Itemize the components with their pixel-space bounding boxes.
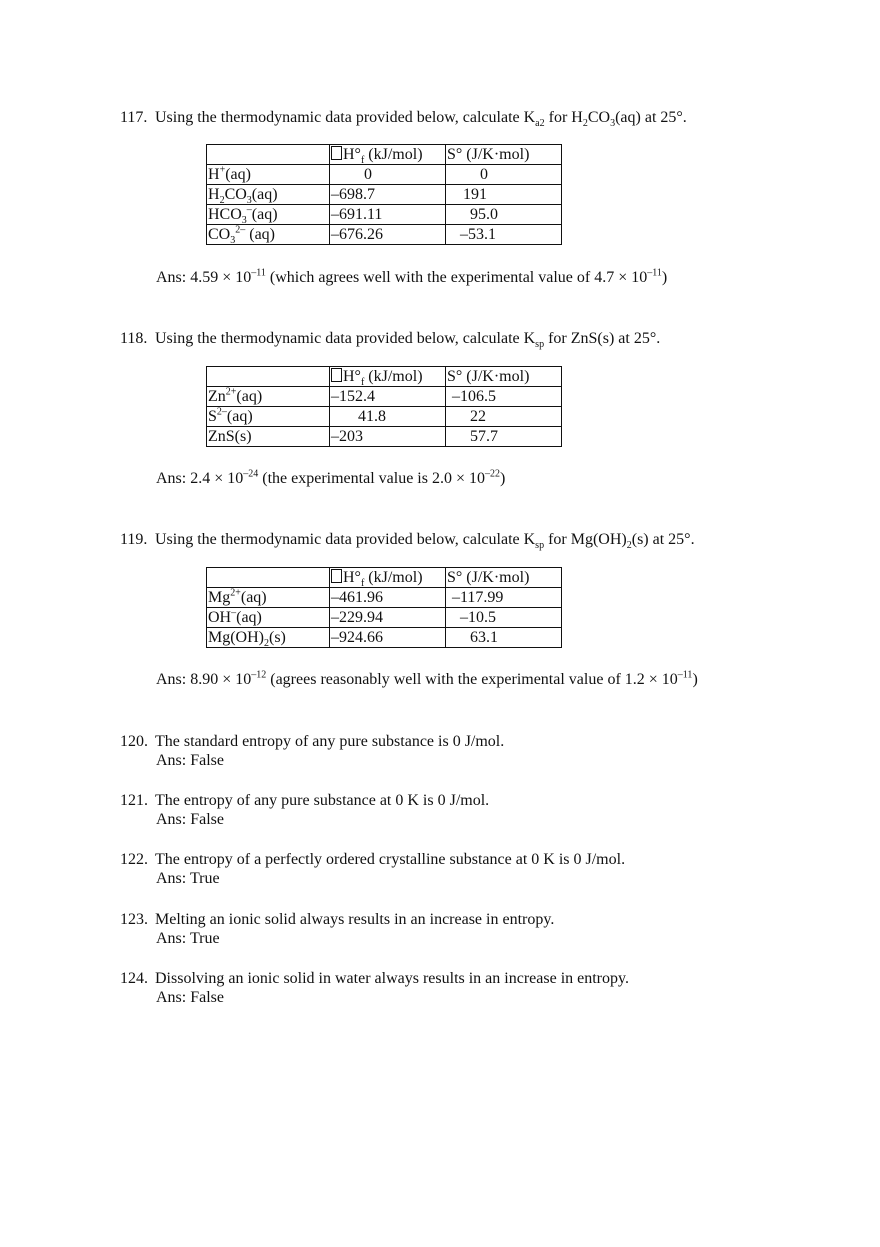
enthalpy-header: $H^\circ_f$ (kJ/mol) <box>330 568 446 588</box>
question-119: 119. Using the thermodynamic data provided below, calculate $K_{sp}$ for $Mg(OH)_2(s)$ at 25°. <box>120 531 695 552</box>
answer-117: Ans: $4.59 \times 10^{-11}$ (which agrees well with the experimental value of $4.7 \times 10^{-11}$) <box>156 267 668 286</box>
question-number: 122. <box>120 851 148 868</box>
entropy-cell: –53.1 <box>446 225 562 245</box>
enthalpy-cell: 0 <box>330 165 446 185</box>
table-row <box>207 628 562 648</box>
question-122: 122. The entropy of a perfectly ordered crystalline substance at 0 K is 0 J/mol. <box>120 851 626 868</box>
entropy-cell: 95.0 <box>446 205 562 225</box>
enthalpy-cell: –698.7 <box>330 185 446 205</box>
entropy-header: S° (J/K·mol) <box>446 145 562 165</box>
species-cell: $Mg^{2+}(aq)$ <box>207 588 330 608</box>
entropy-cell: 57.7 <box>446 427 562 447</box>
table-header-row <box>207 568 562 588</box>
entropy-cell: 0 <box>446 165 562 185</box>
answer-119: Ans: $8.90 \times 10^{-12}$ (agrees reasonably well with the experimental value of $1.2 \times 10^{-11}$) <box>156 669 698 688</box>
entropy-cell: –10.5 <box>446 608 562 628</box>
species-cell: OH–(aq) <box>207 608 330 628</box>
enthalpy-cell: –461.96 <box>330 588 446 608</box>
species-cell: ZnS(s) <box>207 427 330 447</box>
answer-123: Ans: True <box>156 930 220 947</box>
species-cell: $CO_3^{2-}$ (aq) <box>207 225 330 245</box>
enthalpy-cell: –203 <box>330 427 446 447</box>
question-number: 124. <box>120 970 148 987</box>
entropy-cell: 191 <box>446 185 562 205</box>
entropy-header: S° (J/K·mol) <box>446 568 562 588</box>
entropy-header: S° (J/K·mol) <box>446 367 562 387</box>
table-row <box>207 608 562 628</box>
enthalpy-cell: –691.11 <box>330 205 446 225</box>
enthalpy-cell: –676.26 <box>330 225 446 245</box>
question-number: 118. <box>120 330 148 347</box>
answer-124: Ans: False <box>156 989 224 1006</box>
entropy-cell: –117.99 <box>446 588 562 608</box>
table-row <box>207 387 562 407</box>
table-row <box>207 185 562 205</box>
question-number: 117. <box>120 109 148 126</box>
species-cell: $Mg(OH)_2(s)$ <box>207 628 330 648</box>
question-124: 124. Dissolving an ionic solid in water always results in an increase in entropy. <box>120 970 629 987</box>
table-row <box>207 588 562 608</box>
table-row <box>207 165 562 185</box>
enthalpy-cell: –229.94 <box>330 608 446 628</box>
thermo-table-117 <box>206 144 562 245</box>
missing-glyph-icon <box>331 146 342 160</box>
question-number: 119. <box>120 531 148 548</box>
species-cell: $Zn^{2+}(aq)$ <box>207 387 330 407</box>
answer-120: Ans: False <box>156 752 224 769</box>
answer-118: Ans: $2.4 \times 10^{-24}$ (the experimental value is $2.0 \times 10^{-22}$) <box>156 468 506 487</box>
question-number: 120. <box>120 733 148 750</box>
species-cell: $H_2CO_3(aq)$ <box>207 185 330 205</box>
enthalpy-cell: –152.4 <box>330 387 446 407</box>
entropy-cell: 63.1 <box>446 628 562 648</box>
entropy-cell: 22 <box>446 407 562 427</box>
enthalpy-header: $H^\circ_f$ (kJ/mol) <box>330 367 446 387</box>
table-header-row <box>207 367 562 387</box>
table-row <box>207 427 562 447</box>
question-117: 117. Using the thermodynamic data provided below, calculate $K_{a2}$ for $H_2CO_3(aq)$ at 25°. <box>120 109 687 130</box>
enthalpy-cell: –924.66 <box>330 628 446 648</box>
answer-122: Ans: True <box>156 870 220 887</box>
question-121: 121. The entropy of any pure substance at 0 K is 0 J/mol. <box>120 792 490 809</box>
enthalpy-header: $H^\circ_f$ (kJ/mol) <box>330 145 446 165</box>
table-row <box>207 205 562 225</box>
entropy-cell: –106.5 <box>446 387 562 407</box>
thermo-table-118 <box>206 366 562 447</box>
species-cell: $HCO_3^-(aq)$ <box>207 205 330 225</box>
thermo-table-119 <box>206 567 562 648</box>
answer-121: Ans: False <box>156 811 224 828</box>
question-118: 118. Using the thermodynamic data provided below, calculate $K_{sp}$ for ZnS(s) at 25°. <box>120 330 661 351</box>
table-header-row <box>207 145 562 165</box>
question-number: 121. <box>120 792 148 809</box>
table-row <box>207 407 562 427</box>
missing-glyph-icon <box>331 569 342 583</box>
question-123: 123. Melting an ionic solid always results in an increase in entropy. <box>120 911 555 928</box>
missing-glyph-icon <box>331 368 342 382</box>
question-number: 123. <box>120 911 148 928</box>
table-row <box>207 225 562 245</box>
species-cell: H+(aq) <box>207 165 330 185</box>
enthalpy-cell: 41.8 <box>330 407 446 427</box>
species-cell: $S^{2-}(aq)$ <box>207 407 330 427</box>
question-120: 120. The standard entropy of any pure substance is 0 J/mol. <box>120 733 505 750</box>
